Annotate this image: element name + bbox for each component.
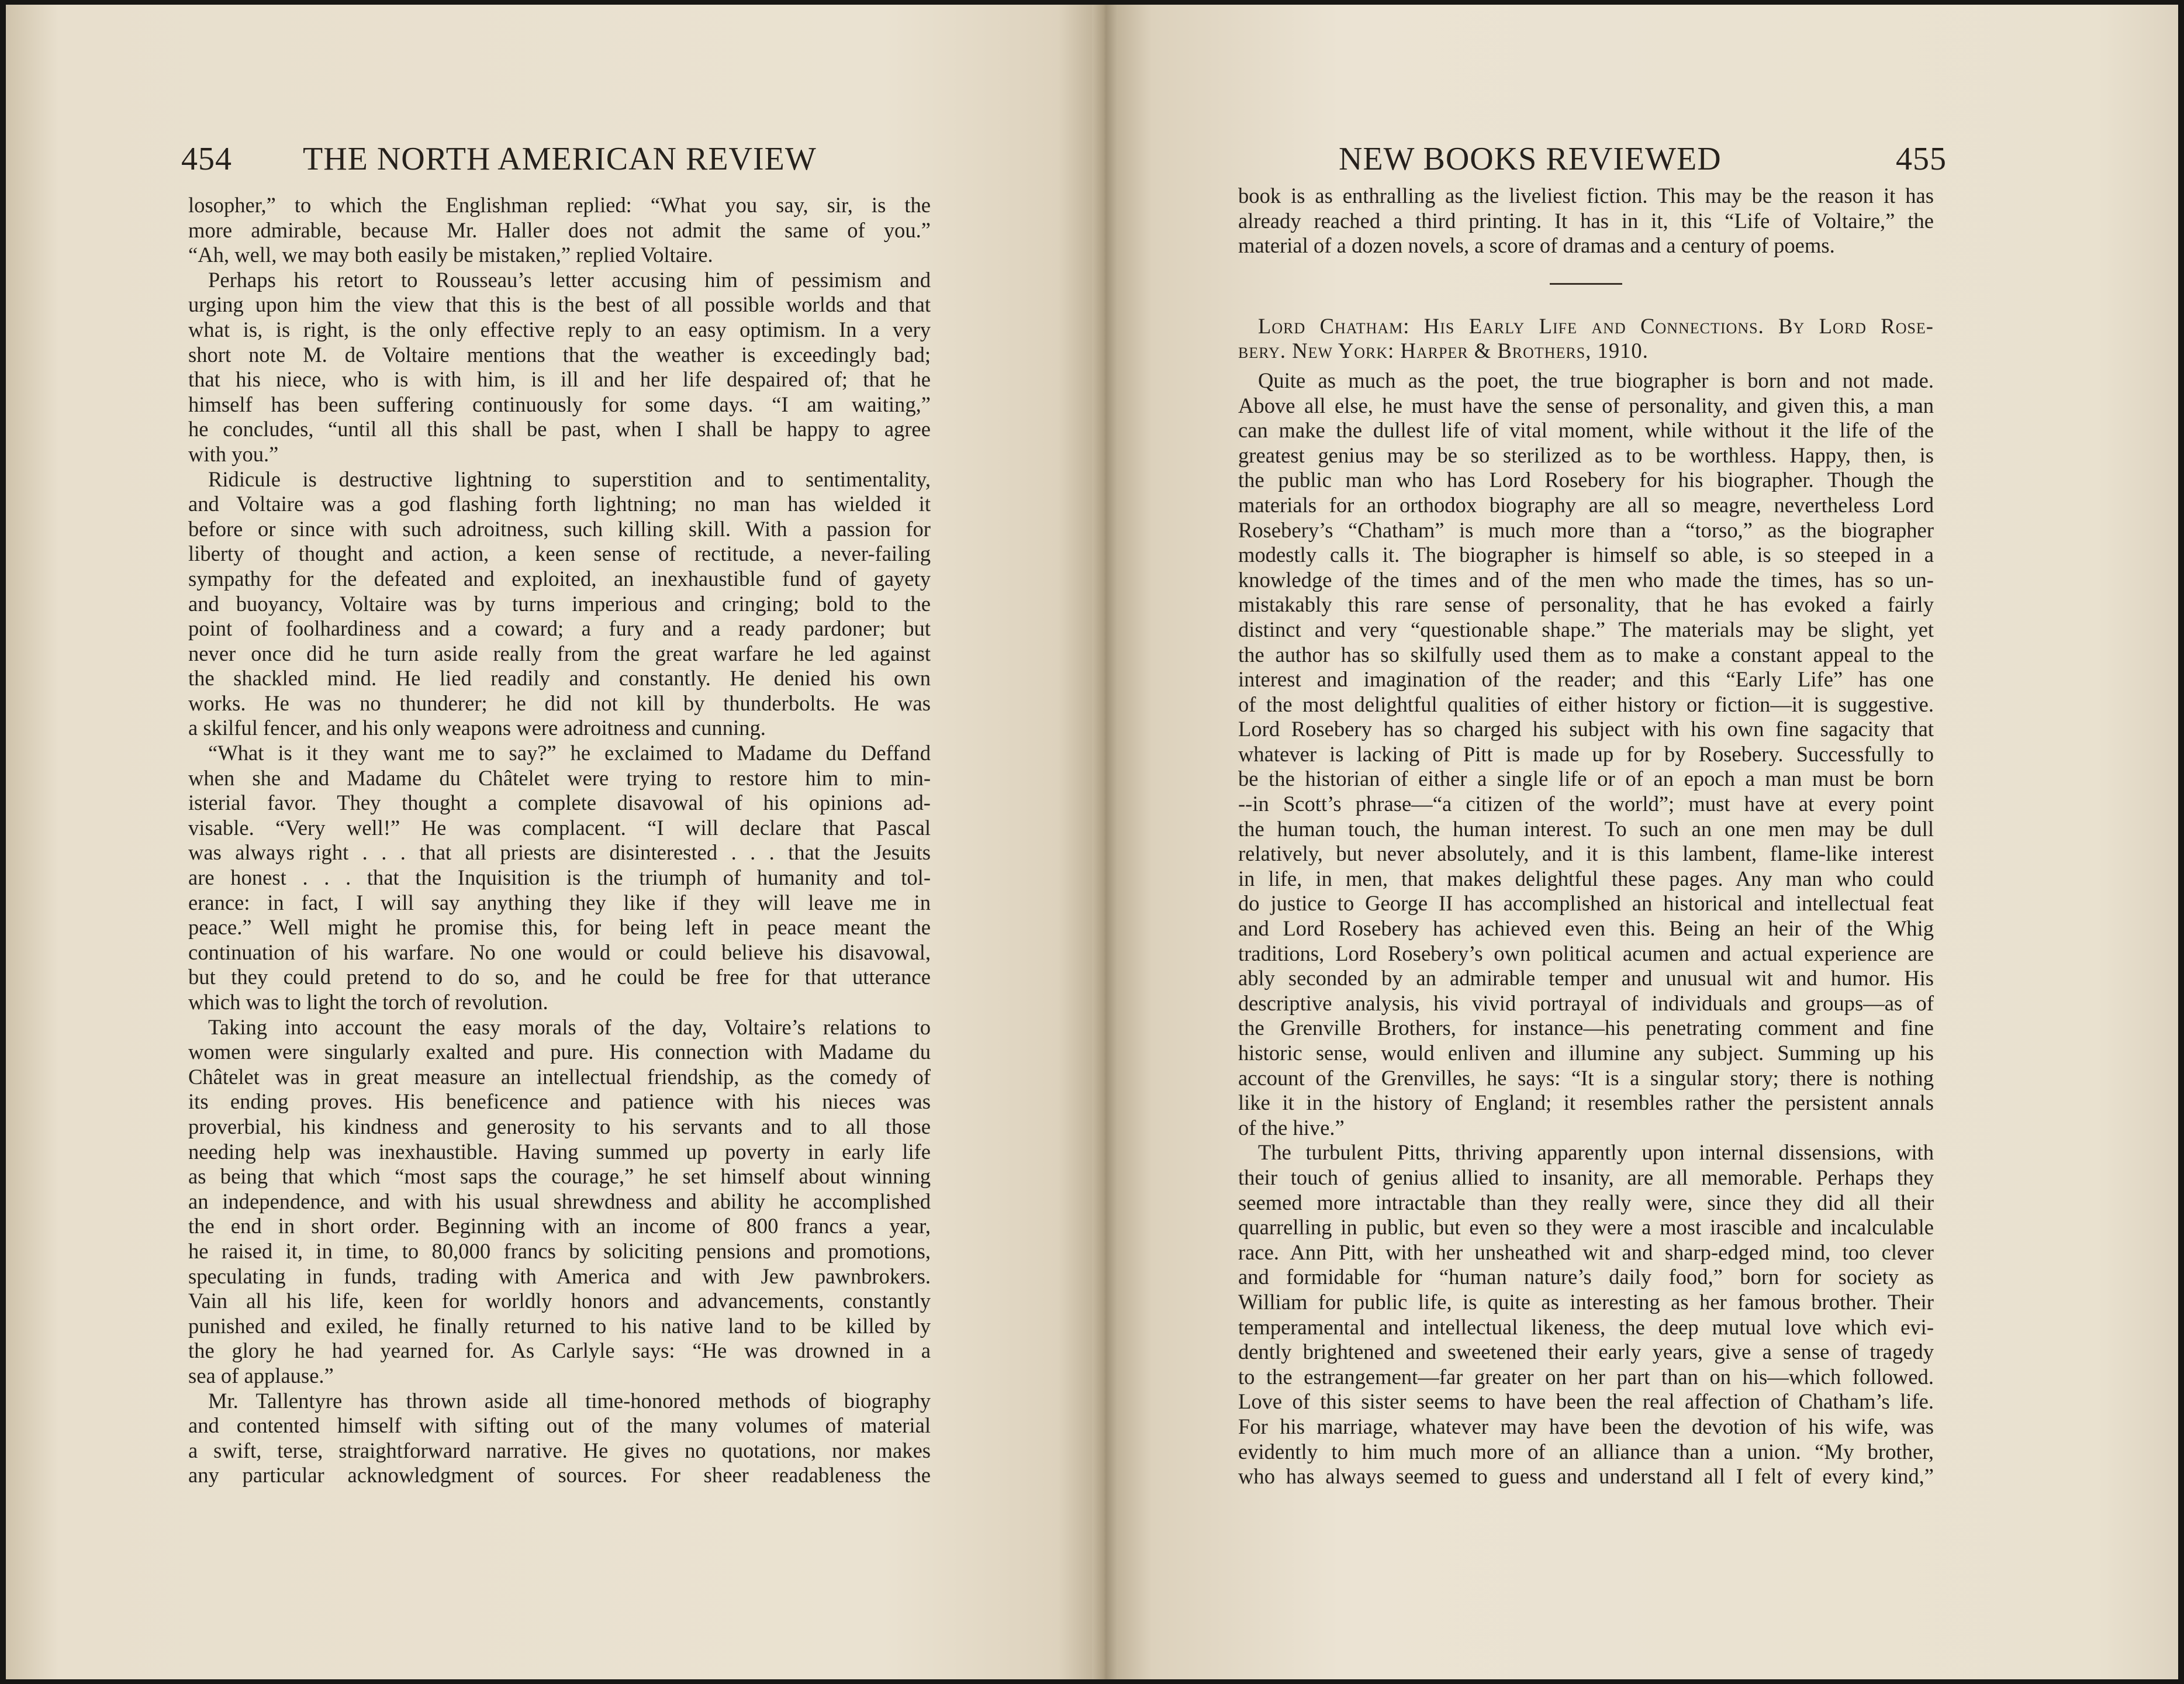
text-line: more admirable, because Mr. Haller does not admit the same of you.” — [188, 218, 931, 242]
text-line: sea of applause.” — [188, 1363, 334, 1388]
text-line: relatively, but never absolutely, and it is this lambent, flame-like interest — [1238, 841, 1934, 866]
text-line: the human touch, the human interest. To such an one men may be dull — [1238, 816, 1934, 841]
text-line: already reached a third printing. It has in it, this “Life of Voltaire,” the — [1238, 208, 1934, 233]
text-line: he raised it, in time, to 80,000 francs by soliciting pensions and promotions, — [188, 1238, 931, 1263]
text-line: quarrelling in public, but even so they were a most irascible and incalculable — [1238, 1215, 1934, 1240]
text-line: himself has been suffering continuously for some days. “I am waiting,” — [188, 392, 931, 416]
text-line: peace.” Well might he promise this, for being left in peace meant the — [188, 915, 931, 940]
text-line: liberty of thought and action, a keen sense of rectitude, a never-failing — [188, 541, 931, 566]
text-line: a swift, terse, straightforward narrative. He gives no quotations, nor makes — [188, 1438, 931, 1462]
text-line: who has always seemed to guess and understand all I felt of every kind,” — [1238, 1464, 1934, 1489]
text-line: losopher,” to which the Englishman replied: “What you say, sir, is the — [188, 193, 931, 217]
text-line: and Lord Rosebery has achieved even this. Being an heir of the Whig — [1238, 916, 1934, 941]
text-line: “What is it they want me to say?” he exclaimed to Madame du Deffand — [208, 741, 931, 765]
text-line: sympathy for the defeated and exploited, an inexhaustible fund of gayety — [188, 566, 931, 591]
text-line: “Ah, well, we may both easily be mistaken,” replied Voltaire. — [188, 243, 713, 267]
text-line: and formidable for “human nature’s daily food,” born for society as — [1238, 1265, 1934, 1289]
text-line: Vain all his life, keen for worldly honors and advancements, constantly — [188, 1289, 931, 1313]
left-running-title: THE NORTH AMERICAN REVIEW — [303, 141, 817, 177]
text-line: in life, in men, that makes delightful these pages. Any man who could — [1238, 866, 1934, 891]
text-line: modestly calls it. The biographer is himself so able, is so steeped in a — [1238, 543, 1934, 567]
text-line: the glory he had yearned for. As Carlyle says: “He was drowned in a — [188, 1338, 931, 1363]
text-line: a skilful fencer, and his only weapons were adroitness and cunning. — [188, 716, 766, 740]
text-line: as being that which “most saps the courage,” he set himself about winning — [188, 1164, 931, 1189]
text-line: Perhaps his retort to Rousseau’s letter accusing him of pessimism and — [208, 267, 931, 292]
text-line: For his marriage, whatever may have been the devotion of his wife, was — [1238, 1414, 1934, 1438]
text-line: urging upon him the view that this is the best of all possible worlds and that — [188, 292, 931, 317]
text-line: Lord Rosebery has so charged his subject with his own fine sagacity that — [1238, 717, 1934, 741]
text-line: Above all else, he must have the sense of personality, and given this, a man — [1238, 393, 1934, 417]
text-line: its ending proves. His beneficence and patience with his nieces was — [188, 1089, 931, 1114]
text-line: the Grenville Brothers, for instance—his penetrating comment and fine — [1238, 1016, 1934, 1040]
text-line: an independence, and with his usual shrewdness and ability he accomplished — [188, 1189, 931, 1213]
text-line: speculating in funds, trading with America and with Jew pawnbrokers. — [188, 1264, 931, 1288]
text-line: greatest genius may be so sterilized as to be worthless. Happy, then, is — [1238, 443, 1934, 467]
right-running-head — [1339, 140, 1947, 187]
text-line: Love of this sister seems to have been the real affection of Chatham’s life. — [1238, 1389, 1934, 1414]
text-line: what is, is right, is the only effective reply to an easy optimism. In a very — [188, 317, 931, 341]
text-line: Taking into account the easy morals of the day, Voltaire’s relations to — [208, 1014, 931, 1039]
right-page — [1105, 5, 2178, 1679]
text-line: traditions, Lord Rosebery’s own political acumen and actual experience are — [1238, 941, 1934, 965]
left-running-head — [181, 140, 935, 187]
text-line: that his niece, who is with him, is ill and her life despaired of; that he — [188, 367, 931, 392]
text-line: dently brightened and sweetened their early years, give a sense of tragedy — [1238, 1340, 1934, 1364]
text-line: temperamental and intellectual likeness, the deep mutual love which evi- — [1238, 1314, 1934, 1339]
left-text-column — [188, 193, 931, 1488]
spacer — [1238, 364, 1934, 368]
text-line: seemed more intractable than they really were, since they did all their — [1238, 1190, 1934, 1214]
text-line: ably seconded by an admirable temper and unusual wit and humor. His — [1238, 966, 1934, 991]
review-heading: bery. New York: Harper & Brothers, 1910. — [1238, 339, 1649, 363]
text-line: before or since with such adroitness, such killing skill. With a passion for — [188, 516, 931, 541]
right-running-title: NEW BOOKS REVIEWED — [1339, 141, 1722, 177]
text-line: --in Scott’s phrase—“a citizen of the world”; must have at every point — [1238, 792, 1934, 816]
text-line: the end in short order. Beginning with an income of 800 francs a year, — [188, 1214, 931, 1238]
text-line: short note M. de Voltaire mentions that the weather is exceedingly bad; — [188, 342, 931, 367]
text-line: William for public life, is quite as interesting as her famous brother. Their — [1238, 1289, 1934, 1314]
left-page — [6, 5, 1105, 1679]
text-line: any particular acknowledgment of sources. For sheer readableness the — [188, 1463, 931, 1488]
text-line: do justice to George II has accomplished an historical and intellectual feat — [1238, 891, 1934, 916]
text-line: he concludes, “until all this shall be past, when I shall be happy to agree — [188, 417, 931, 441]
text-line: and Voltaire was a god flashing forth lightning; no man has wielded it — [188, 492, 931, 516]
review-heading: Lord Chatham: His Early Life and Connections. By Lord Rose- — [1258, 313, 1934, 338]
text-line: The turbulent Pitts, thriving apparently upon internal dissensions, with — [1258, 1140, 1934, 1165]
text-line: punished and exiled, he finally returned to his native land to be killed by — [188, 1313, 931, 1338]
text-line: of the hive.” — [1238, 1115, 1345, 1140]
book-spread — [6, 5, 2178, 1679]
text-line: can make the dullest life of vital moment, while without it the life of the — [1238, 418, 1934, 443]
text-line: the author has so skilfully used them as to make a constant appeal to the — [1238, 642, 1934, 667]
text-line: descriptive analysis, his vivid portrayal of individuals and groups—as of — [1238, 991, 1934, 1015]
text-line: Quite as much as the poet, the true biographer is born and not made. — [1258, 368, 1934, 392]
text-line: their touch of genius allied to insanity, are all memorable. Perhaps they — [1238, 1165, 1934, 1189]
left-page-number: 454 — [181, 141, 232, 177]
text-line: book is as enthralling as the liveliest fiction. This may be the reason it has — [1238, 184, 1934, 208]
text-line: with you.” — [188, 441, 279, 466]
text-line: interest and imagination of the reader; and this “Early Life” has one — [1238, 667, 1934, 692]
right-page-number: 455 — [1896, 141, 1947, 177]
text-line: distinct and very “questionable shape.” The materials may be slight, yet — [1238, 617, 1934, 641]
text-line: Ridicule is destructive lightning to superstition and to sentimentality, — [208, 467, 931, 491]
text-line: works. He was no thunderer; he did not kill by thunderbolts. He was — [188, 691, 931, 715]
text-line: race. Ann Pitt, with her unsheathed wit and sharp-edged mind, too clever — [1238, 1240, 1934, 1264]
text-line: Mr. Tallentyre has thrown aside all time-honored methods of biography — [208, 1388, 931, 1413]
text-line: women were singularly exalted and pure. His connection with Madame du — [188, 1040, 931, 1064]
text-line: material of a dozen novels, a score of dramas and a century of poems. — [1238, 233, 1835, 258]
text-line: when she and Madame du Châtelet were trying to restore him to min- — [188, 765, 931, 790]
text-line: point of foolhardiness and a coward; a fury and a ready pardoner; but — [188, 616, 931, 641]
text-line: evidently to him much more of an alliance than a union. “My brother, — [1238, 1439, 1934, 1464]
text-line: mistakably this rare sense of personality, that he has evoked a fairly — [1238, 592, 1934, 617]
text-line: are honest . . . that the Inquisition is the triumph of humanity and tol- — [188, 865, 931, 890]
text-line: and buoyancy, Voltaire was by turns imperious and cringing; bold to the — [188, 591, 931, 616]
text-line: like it in the history of England; it resembles rather the persistent annals — [1238, 1091, 1934, 1115]
text-line: Rosebery’s “Chatham” is much more than a “torso,” as the biographer — [1238, 517, 1934, 542]
section-rule — [1550, 283, 1622, 285]
text-line: of the most delightful qualities of either history or fiction—it is suggestive. — [1238, 692, 1934, 716]
right-text-column — [1238, 184, 1934, 1489]
text-line: materials for an orthodox biography are all so meagre, nevertheless Lord — [1238, 492, 1934, 517]
text-line: needing help was inexhaustible. Having summed up poverty in early life — [188, 1139, 931, 1164]
text-line: erance: in fact, I will say anything they like if they will leave me in — [188, 890, 931, 915]
text-line: but they could pretend to do so, and he could be free for that utterance — [188, 965, 931, 989]
text-line: Châtelet was in great measure an intellectual friendship, as the comedy of — [188, 1064, 931, 1089]
text-line: isterial favor. They thought a complete disavowal of his opinions ad- — [188, 791, 931, 815]
text-line: and contented himself with sifting out of the many volumes of material — [188, 1413, 931, 1438]
text-line: be the historian of either a single life or of an epoch a man must be born — [1238, 767, 1934, 791]
book-gutter — [1092, 5, 1118, 1679]
text-line: whatever is lacking of Pitt is made up for by Rosebery. Successfully to — [1238, 741, 1934, 766]
text-line: account of the Grenvilles, he says: “It is a singular story; there is nothing — [1238, 1065, 1934, 1090]
text-line: the public man who has Lord Rosebery for his biographer. Though the — [1238, 468, 1934, 492]
text-line: was always right . . . that all priests are disinterested . . . that the Jesuits — [188, 840, 931, 865]
text-line: the shackled mind. He lied readily and constantly. He denied his own — [188, 666, 931, 691]
text-line: which was to light the torch of revolution. — [188, 990, 548, 1014]
text-line: proverbial, his kindness and generosity to his servants and to all those — [188, 1114, 931, 1138]
text-line: historic sense, would enliven and illumine any subject. Summing up his — [1238, 1041, 1934, 1065]
text-line: knowledge of the times and of the men who made the times, has so un- — [1238, 567, 1934, 592]
text-line: to the estrangement—far greater on her part than on his—which followed. — [1238, 1364, 1934, 1389]
text-line: visable. “Very well!” He was complacent. “I will declare that Pascal — [188, 815, 931, 840]
text-line: never once did he turn aside really from the great warfare he led against — [188, 641, 931, 665]
text-line: continuation of his warfare. No one would or could believe his disavowal, — [188, 940, 931, 964]
